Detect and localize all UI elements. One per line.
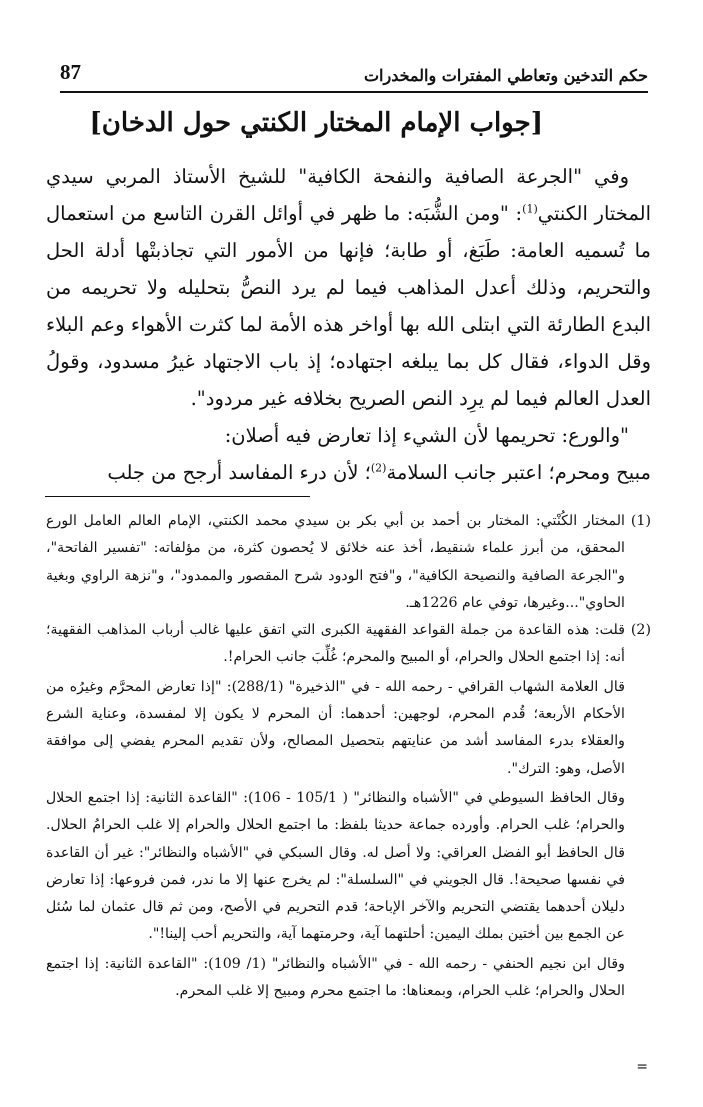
section-title: [جواب الإمام المختار الكنتي حول الدخان] xyxy=(89,108,543,138)
body-paragraph-2: "والورع: تحريمها لأن الشيء إذا تعارض فيه أصلان: xyxy=(224,424,629,447)
page-number: 87 xyxy=(60,60,81,84)
footnote-text: المختار الكُنْتي: المختار بن أحمد بن أبي بكر بن سيدي محمد الكنتي، الإمام العالم العامل الورع المحقق، من أبرز علماء شنقيط، أخذ عنه خلائق لا يُحصون كثرة، من مؤلفاته: "تفسير الفاتحة"، و"الجرعة الصافية والنصيحة الكافية"، و"فتح الودود شرح المقصور والممدود"، و"نزهة الراوي وبغية الحاوي"...وغيرها، توفي عام 1226هـ. xyxy=(46,513,625,611)
main-text xyxy=(46,158,651,491)
header-title: حكم التدخين وتعاطي المفترات والمخدرات xyxy=(363,66,648,85)
body-text: ؛ لأن درء المفاسد أرجح من جلب xyxy=(107,461,371,484)
continuation-mark: = xyxy=(636,1059,648,1075)
footnotes xyxy=(46,508,651,1005)
footnote-divider xyxy=(45,496,310,497)
body-text: : "ومن الشُّبَه: ما ظهر في أوائل القرن التاسع من استعمال ما تُسميه العامة: طَبَغ، أو طابة؛ فإنها من الأمور التي تجاذبتْها أدلة الحل والتحريم، وذلك أعدل المذاهب فيما لم يرد النصُّ بتحليله ولا تحريمه من البدع الطارئة التي ابتلى الله بها أواخر هذه الأمة لما كثرت الأهواء وعم البلاء وقل الدواء، فقال كل بما يبلغه اجتهاده؛ إذ باب الاجتهاد غيرُ مسدود، وقولُ العدل العالم فيما لم يرِد النص الصريح بخلافه غير مردود". xyxy=(46,202,651,410)
header-divider xyxy=(60,91,648,93)
footnote-ref-1: (1) xyxy=(522,202,538,216)
footnote-ref-2: (2) xyxy=(370,461,387,475)
footnote-text: قال العلامة الشهاب القرافي - رحمه الله - في "الذخيرة" (288/1): "إذا تعارض المحرَّم وغيرُه من الأحكام الأربعة؛ قُدم المحرم، لوجهين: أحدهما: أن المحرم لا يكون إلا لمفسدة، وعناية الشرع والعقلاء بدرء المفاسد أشد من عنايتهم بتحصيل المصالح، ولأن تقديم المحرم يفضي إلى موافقة الأصل، وهو: الترك". xyxy=(46,678,625,777)
footnote-2 xyxy=(46,617,651,1005)
footnote-text: وقال ابن نجيم الحنفي - رحمه الله - في "الأشباه والنظائر" (1/ 109): "القاعدة الثانية: إذا اجتمع الحلال والحرام؛ غلب الحرام، وبمعناها: ما اجتمع محرم ومبيح إلا غلب المحرم. xyxy=(46,955,625,1000)
footnote-text: قلت: هذه القاعدة من جملة القواعد الفقهية الكبرى التي اتفق عليها غالب أرباب المذاهب الفقهية؛ أنه: إذا اجتمع الحلال والحرام، أو المبيح والمحرم؛ غُلِّبَ جانب الحرام!. xyxy=(46,622,625,666)
body-text: مبيح ومحرم؛ اعتبر جانب السلامة xyxy=(386,461,651,484)
body-paragraph-3 xyxy=(46,454,651,491)
footnote-text: وقال الحافظ السيوطي في "الأشباه والنظائر" ( 105/1 - 106): "القاعدة الثانية: إذا اجتمع الحلال والحرام؛ غلب الحرام. وأورده جماعة حديثا بلفظ: ما اجتمع الحلال والحرام إلا غلب الحرامُ الحلال. قال الحافظ أبو الفضل العراقي: ولا أصل له. وقال السبكي في "الأشباه والنظائر": غير أن القاعدة في نفسها صحيحة!. قال الجويني في "السلسلة": لم يخرج عنها إلا ما ندر، فمن فروعها: إذا تعارض دليلان أحدهما يقتضي التحريم والآخر الإباحة؛ قدم التحريم في الأصح، ومن ثم قال عثمان لما سُئل عن الجمع بين أختين بملك اليمين: أحلتهما آية، وحرمتهما آية، والتحريم أحب إلينا!". xyxy=(46,789,625,943)
running-header xyxy=(60,60,648,90)
body-paragraph-1 xyxy=(46,158,651,417)
body-text: وفي "الجرعة الصافية والنفحة الكافية" للشيخ الأستاذ المربي سيدي المختار الكنتي xyxy=(46,165,652,225)
footnote-number: (2) xyxy=(630,622,651,639)
footnote-number: (1) xyxy=(630,513,651,529)
footnote-1 xyxy=(46,508,651,617)
